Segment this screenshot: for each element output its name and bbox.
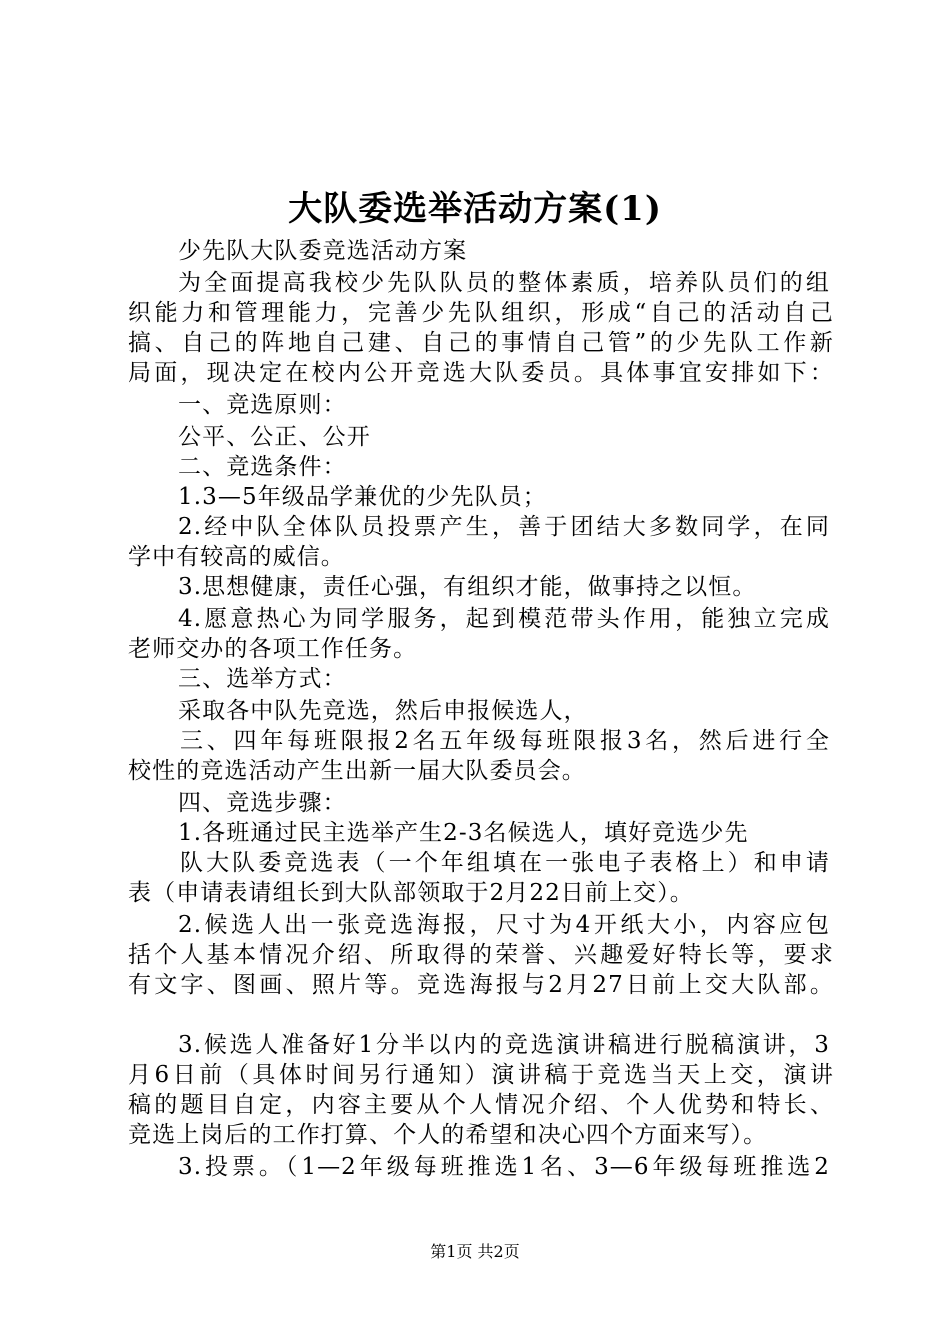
list-item: 4.愿意热心为同学服务，起到模范带头作用，能独立完成: [178, 606, 830, 632]
list-item-continuation: 月6日前（具体时间另行通知）演讲稿于竞选当天上交，演讲: [128, 1062, 834, 1088]
list-item-continuation: 学中有较高的威信。: [128, 544, 345, 570]
paragraph-line: 三、四年每班限报2名五年级每班限报3名，然后进行全: [180, 728, 830, 754]
paragraph-line: 为全面提高我校少先队队员的整体素质，培养队员们的组: [178, 270, 830, 296]
list-item: 2.经中队全体队员投票产生，善于团结大多数同学，在同: [178, 514, 830, 540]
document-title: 大队委选举活动方案(1): [288, 189, 662, 229]
list-item-continuation: 括个人基本情况介绍、所取得的荣誉、兴趣爱好特长等，要求: [128, 942, 834, 968]
list-item: 3.思想健康，责任心强，有组织才能，做事持之以恒。: [178, 574, 757, 600]
list-item: 2.候选人出一张竞选海报，尺寸为4开纸大小，内容应包: [178, 912, 830, 938]
list-item-continuation: 稿的题目自定，内容主要从个人情况介绍、个人优势和特长、: [128, 1092, 834, 1118]
list-item-continuation: 表（申请表请组长到大队部领取于2月22日前上交）。: [128, 880, 694, 906]
paragraph-line: 采取各中队先竞选，然后申报候选人，: [178, 698, 588, 724]
list-item: 3.候选人准备好1分半以内的竞选演讲稿进行脱稿演讲，3: [178, 1032, 830, 1058]
list-item-continuation: 竞选上岗后的工作打算、个人的希望和决心四个方面来写）。: [128, 1122, 768, 1148]
section-heading: 一、竞选原则：: [178, 392, 347, 418]
section-heading: 二、竞选条件：: [178, 454, 347, 480]
paragraph-line: 校性的竞选活动产生出新一届大队委员会。: [128, 758, 586, 784]
paragraph-line: 织能力和管理能力，完善少先队组织，形成“自己的活动自己: [128, 300, 834, 326]
list-item-continuation: 队大队委竞选表（一个年组填在一张电子表格上）和申请: [180, 850, 830, 876]
section-heading: 四、竞选步骤：: [178, 790, 347, 816]
list-item-continuation: 老师交办的各项工作任务。: [128, 636, 418, 662]
page-footer: 第1页 共2页: [430, 1242, 520, 1261]
list-item-continuation: 有文字、图画、照片等。竞选海报与2月27日前上交大队部。: [128, 972, 834, 998]
subtitle-line: 少先队大队委竞选活动方案: [178, 238, 468, 264]
list-item: 1.各班通过民主选举产生2-3名候选人，填好竞选少先: [178, 820, 749, 846]
list-item: 3.投票。（1—2年级每班推选1名、3—6年级每班推选2: [178, 1154, 830, 1180]
paragraph-line: 局面，现决定在校内公开竞选大队委员。具体事宜安排如下：: [128, 360, 834, 386]
paragraph-line: 搞、自己的阵地自己建、自己的事情自己管”的少先队工作新: [128, 330, 834, 356]
section-heading: 三、选举方式：: [178, 666, 347, 692]
list-item: 1.3—5年级品学兼优的少先队员；: [178, 484, 547, 510]
paragraph-line: 公平、公正、公开: [178, 424, 371, 450]
